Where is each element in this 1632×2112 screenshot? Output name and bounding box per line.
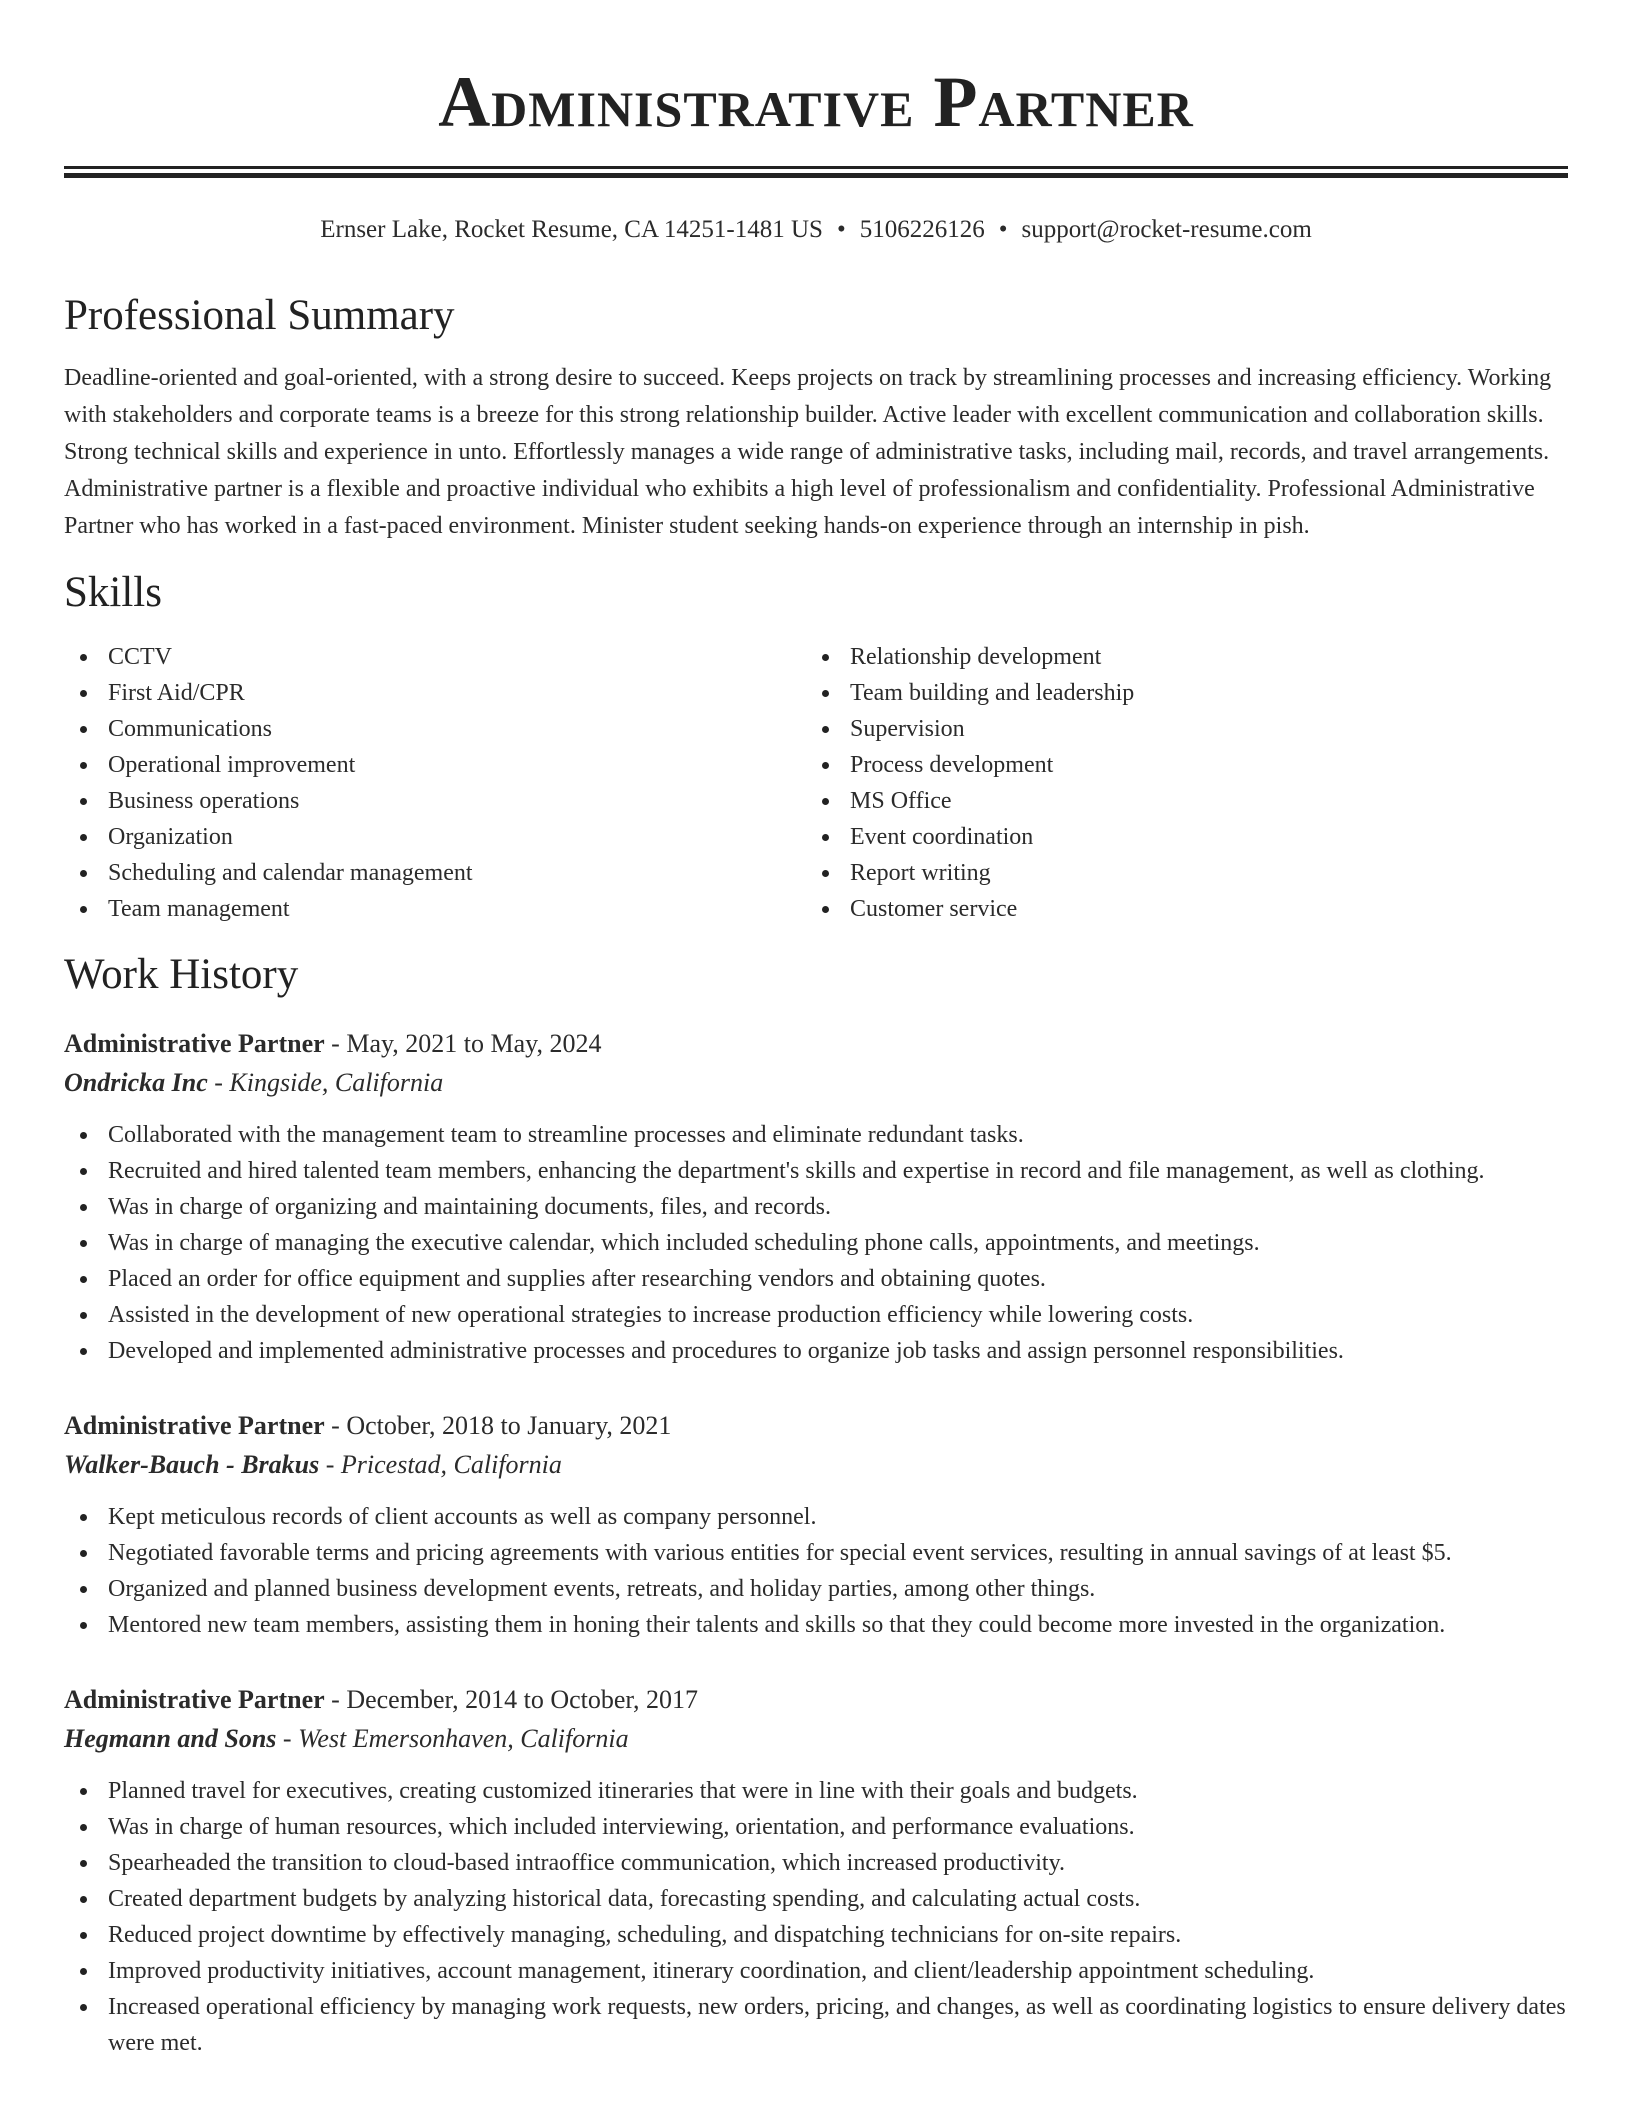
- job-entry: [64, 1025, 1568, 1369]
- resume-title: Administrative Partner: [438, 62, 1194, 142]
- job-bullet: Recruited and hired talented team members, enhancing the department's skills and expertise in record and file management, as well as clothing.: [64, 1153, 1568, 1189]
- job-location: - Pricestad, California: [319, 1450, 562, 1479]
- skill-item: Report writing: [806, 855, 1548, 891]
- contact-email: support@rocket-resume.com: [1021, 216, 1312, 243]
- skill-item: Relationship development: [806, 639, 1548, 675]
- resume-page: [64, 0, 1568, 2061]
- skill-item: First Aid/CPR: [64, 675, 806, 711]
- skill-item: Supervision: [806, 711, 1548, 747]
- summary-heading: Professional Summary: [64, 292, 455, 339]
- work-history-heading: Work History: [64, 951, 299, 998]
- job-title-line: [64, 1407, 1568, 1445]
- job-bullet: Increased operational efficiency by managing work requests, new orders, pricing, and changes, as well as coordinating logistics to ensure delivery dates were met.: [64, 1989, 1568, 2061]
- skill-item: Team management: [64, 891, 806, 927]
- job-company-name: Ondricka Inc: [64, 1068, 208, 1097]
- job-bullet: Mentored new team members, assisting them in honing their talents and skills so that they could become more invested in the organization.: [64, 1607, 1568, 1643]
- job-bullet: Was in charge of managing the executive calendar, which included scheduling phone calls, appointments, and meetings.: [64, 1225, 1568, 1261]
- job-dates: - October, 2018 to January, 2021: [324, 1411, 672, 1440]
- job-bullet: Was in charge of organizing and maintaining documents, files, and records.: [64, 1189, 1568, 1225]
- skills-list-right: [806, 639, 1548, 927]
- job-title-line: [64, 1025, 1568, 1063]
- job-bullet: Organized and planned business development events, retreats, and holiday parties, among other things.: [64, 1571, 1568, 1607]
- job-company-name: Walker-Bauch - Brakus: [64, 1450, 320, 1479]
- job-entry: [64, 1681, 1568, 2061]
- job-bullet: Created department budgets by analyzing historical data, forecasting spending, and calculating actual costs.: [64, 1881, 1568, 1917]
- skill-item: CCTV: [64, 639, 806, 675]
- skill-item: Organization: [64, 819, 806, 855]
- contact-address: Ernser Lake, Rocket Resume, CA 14251-1481 US: [320, 216, 823, 243]
- skill-item: Operational improvement: [64, 747, 806, 783]
- job-bullet: Negotiated favorable terms and pricing agreements with various entities for special event services, resulting in annual savings of at least $5.: [64, 1535, 1568, 1571]
- job-bullets: [64, 1117, 1568, 1369]
- skill-item: Business operations: [64, 783, 806, 819]
- job-bullets: [64, 1499, 1568, 1643]
- contact-phone: 5106226126: [859, 216, 985, 243]
- skill-item: Communications: [64, 711, 806, 747]
- job-bullet: Was in charge of human resources, which included interviewing, orientation, and performance evaluations.: [64, 1809, 1568, 1845]
- job-role: Administrative Partner: [64, 1685, 325, 1714]
- title-divider: [64, 166, 1568, 178]
- job-bullet: Reduced project downtime by effectively managing, scheduling, and dispatching technicians for on-site repairs.: [64, 1917, 1568, 1953]
- skill-item: MS Office: [806, 783, 1548, 819]
- job-title-line: [64, 1681, 1568, 1719]
- job-company-name: Hegmann and Sons: [64, 1724, 277, 1753]
- skills-list-left: [64, 639, 806, 927]
- contact-separator: •: [998, 216, 1008, 243]
- skill-item: Team building and leadership: [806, 675, 1548, 711]
- skills-columns: [64, 639, 1568, 927]
- job-entry: [64, 1407, 1568, 1643]
- job-role: Administrative Partner: [64, 1411, 325, 1440]
- job-bullet: Developed and implemented administrative processes and procedures to organize job tasks and assign personnel responsibilities.: [64, 1333, 1568, 1369]
- job-dates: - May, 2021 to May, 2024: [324, 1029, 602, 1058]
- job-bullet: Assisted in the development of new operational strategies to increase production efficiency while lowering costs.: [64, 1297, 1568, 1333]
- job-bullet: Placed an order for office equipment and supplies after researching vendors and obtaining quotes.: [64, 1261, 1568, 1297]
- summary-text: Deadline-oriented and goal-oriented, with a strong desire to succeed. Keeps projects on track by streamlining processes and increasing efficiency. Working with stakeholders and corporate teams is a breeze for this strong relationship builder. Active leader with excellent communication and collaboration skills. Strong technical skills and experience in unto. Effortlessly manages a wide range of administrative tasks, including mail, records, and travel arrangements. Administrative partner is a flexible and proactive individual who exhibits a high level of professionalism and confidentiality. Professional Administrative Partner who has worked in a fast-paced environment. Minister student seeking hands-on experience through an internship in pish.: [64, 365, 1552, 539]
- job-location: - Kingside, California: [207, 1068, 444, 1097]
- job-bullet: Spearheaded the transition to cloud-based intraoffice communication, which increased productivity.: [64, 1845, 1568, 1881]
- job-bullet: Collaborated with the management team to streamline processes and eliminate redundant tasks.: [64, 1117, 1568, 1153]
- skill-item: Customer service: [806, 891, 1548, 927]
- job-company-line: [64, 1063, 1568, 1103]
- job-bullet: Planned travel for executives, creating customized itineraries that were in line with their goals and budgets.: [64, 1773, 1568, 1809]
- skills-heading: Skills: [64, 569, 162, 616]
- job-company-line: [64, 1445, 1568, 1485]
- job-bullet: Improved productivity initiatives, account management, itinerary coordination, and client/leadership appointment scheduling.: [64, 1953, 1568, 1989]
- job-bullet: Kept meticulous records of client accounts as well as company personnel.: [64, 1499, 1568, 1535]
- job-role: Administrative Partner: [64, 1029, 325, 1058]
- skill-item: Scheduling and calendar management: [64, 855, 806, 891]
- job-company-line: [64, 1719, 1568, 1759]
- job-location: - West Emersonhaven, California: [276, 1724, 629, 1753]
- contact-line: [64, 214, 1568, 246]
- contact-separator: •: [836, 216, 846, 243]
- job-bullets: [64, 1773, 1568, 2061]
- skill-item: Process development: [806, 747, 1548, 783]
- skill-item: Event coordination: [806, 819, 1548, 855]
- work-history-list: [64, 1025, 1568, 2061]
- job-dates: - December, 2014 to October, 2017: [324, 1685, 699, 1714]
